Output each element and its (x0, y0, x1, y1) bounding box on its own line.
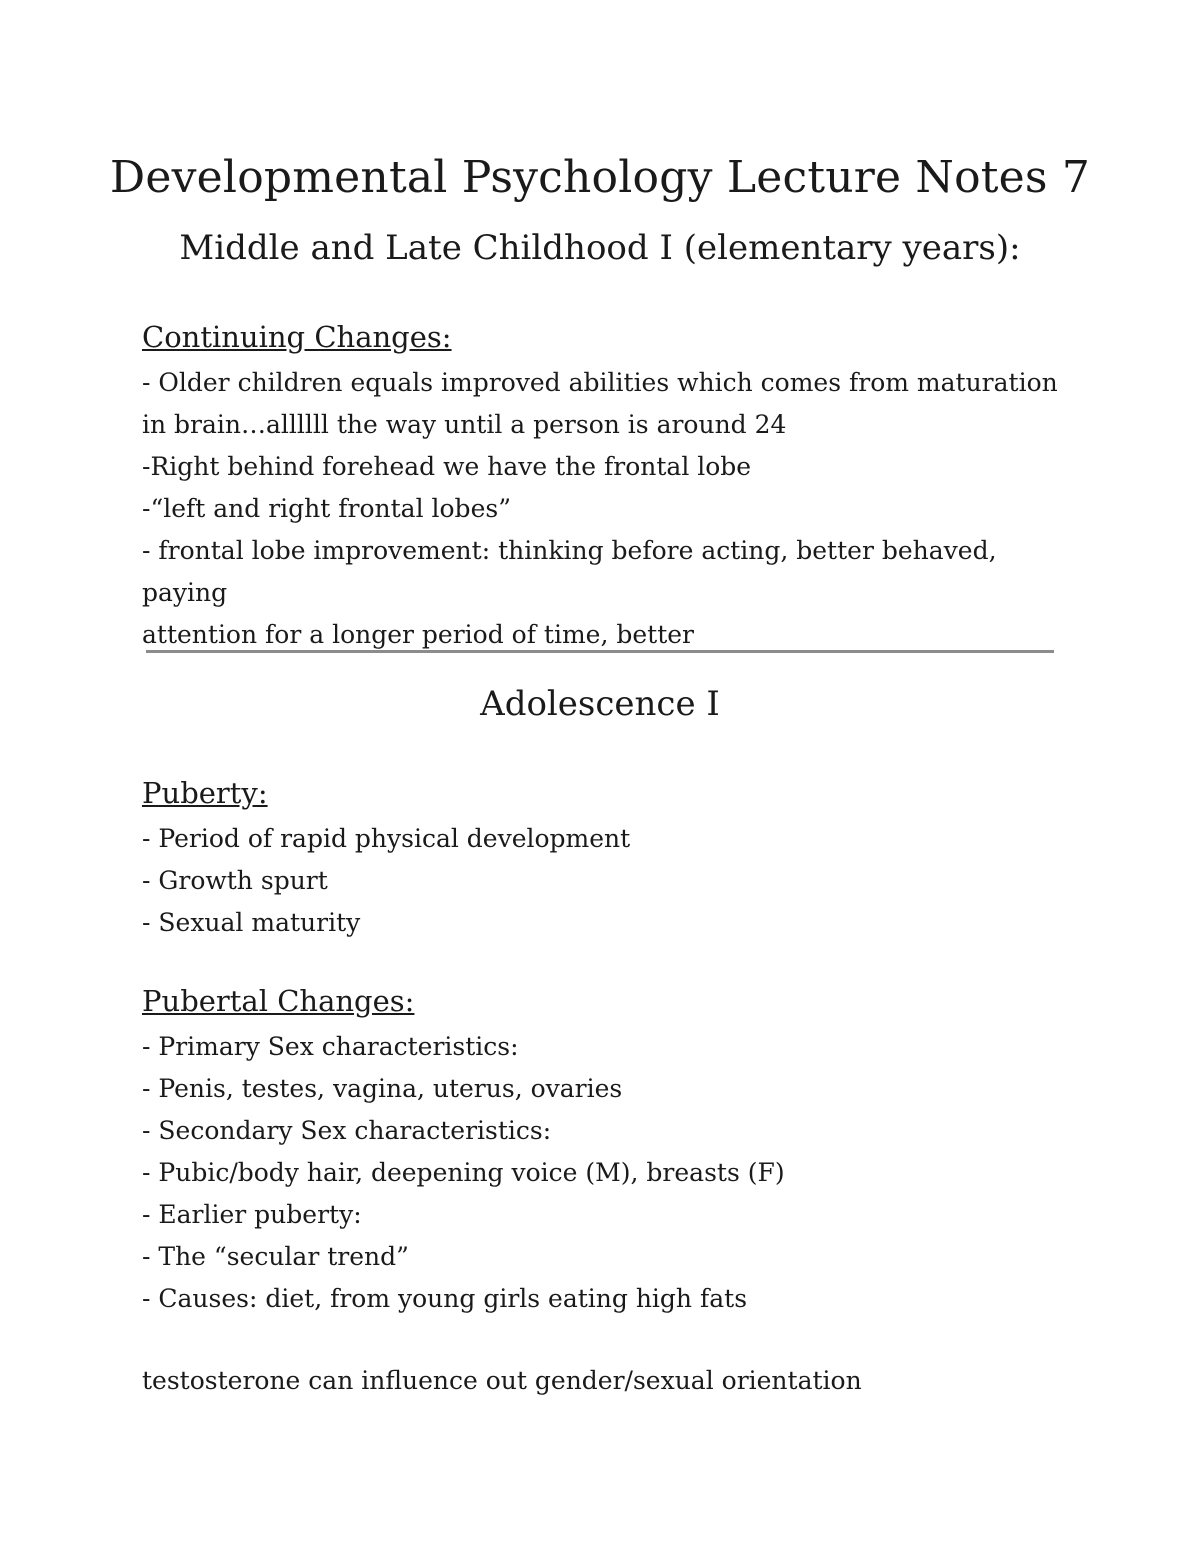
section-puberty (142, 770, 1072, 944)
note-line: -Right behind forehead we have the frontal lobe (142, 452, 752, 481)
note-line: - Pubic/body hair, deepening voice (M), breasts (F) (142, 1158, 785, 1187)
note-line: attention for a longer period of time, better (142, 620, 695, 649)
note-line: -“left and right frontal lobes” (142, 494, 511, 523)
note-line: - Primary Sex characteristics: (142, 1032, 519, 1061)
note-line: - Older children equals improved abilities which comes from maturation (142, 368, 1058, 397)
note-line: - Penis, testes, vagina, uterus, ovaries (142, 1074, 623, 1103)
note-line: - The “secular trend” (142, 1242, 409, 1271)
note-line: - frontal lobe improvement: thinking before acting, better behaved, paying (142, 536, 1005, 607)
note-line: - Sexual maturity (142, 908, 361, 937)
note-line: - Earlier puberty: (142, 1200, 362, 1229)
note-line: - Period of rapid physical development (142, 824, 631, 853)
document-title: Developmental Psychology Lecture Notes 7 (109, 152, 1091, 203)
horizontal-divider (146, 650, 1054, 653)
part-title-adolescence: Adolescence I (480, 684, 720, 724)
section-heading: Pubertal Changes: (142, 984, 415, 1018)
section-heading: Continuing Changes: (142, 320, 452, 354)
note-line: - Causes: diet, from young girls eating high fats (142, 1284, 748, 1313)
section-pubertal-changes (142, 978, 1072, 1320)
note-line: - Secondary Sex characteristics: (142, 1116, 552, 1145)
closing-note: testosterone can influence out gender/sexual orientation (142, 1366, 862, 1395)
section-heading: Puberty: (142, 776, 268, 810)
note-line: in brain…allllll the way until a person is around 24 (142, 410, 787, 439)
note-line: - Growth spurt (142, 866, 328, 895)
document-subtitle: Middle and Late Childhood I (elementary years): (179, 228, 1021, 268)
section-continuing-changes (142, 314, 1072, 656)
